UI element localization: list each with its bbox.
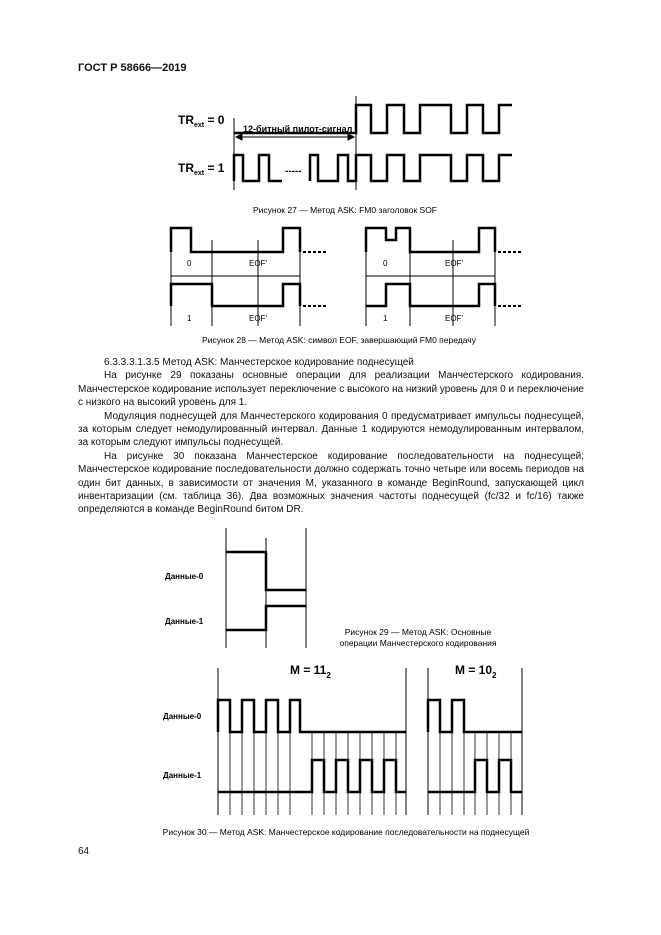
section-heading: 6.3.3.3.1.3.5 Метод ASK: Манчестерское кодирование поднесущей <box>104 357 414 368</box>
fig28-left-one: 1 <box>187 314 192 323</box>
page-number: 64 <box>78 846 90 857</box>
fig29-caption-line1: Рисунок 29 — Метод ASK: Основные <box>344 627 492 637</box>
fig27-tr1-label: $TR_{ext} = 1$ <box>178 161 225 177</box>
fig30-caption: Рисунок 30 — Метод ASK: Манчестерское кодирование последовательности на поднесущей <box>162 827 530 837</box>
fig30-m11-label: $M = 11_2$ <box>290 663 331 680</box>
fig30-data1-label: Данные-1 <box>163 771 202 780</box>
fig28-right-zero: 0 <box>383 259 388 268</box>
fig28-left-eof-top: EOF' <box>249 259 267 268</box>
fig30-data0-label: Данные-0 <box>163 712 202 721</box>
fig27-tr0-label: $TR_{ext} = 0$ <box>178 113 225 129</box>
fig29-data0-label: Данные-0 <box>165 572 204 581</box>
paragraph-3: На рисунке 30 показана Манчестерское кодирование последовательности на поднесущей; Манчестерское кодирование последовательности должно содержать точно четыре или восемь периодов на один бит данных, в зависимости от значения M, указанного в команде BeginRound, запускающей цикл инвентаризации (см. таблица 36). Два возможных значения частоты поднесущей (fc/32 и fc/16) также определяются в команде BeginRound битом DR. <box>78 450 584 516</box>
fig28-caption: Рисунок 28 — Метод ASK: символ EOF, завершающий FM0 передачу <box>202 335 476 345</box>
fig27-pilot-label: 12-битный пилот-сигнал <box>243 124 353 134</box>
fig28-left-eof-bottom: EOF' <box>249 314 267 323</box>
fig30-m10-label: $M = 10_2$ <box>455 663 497 680</box>
fig29-caption-line2: операции Манчестерского кодирования <box>339 638 497 648</box>
fig28-right-eof-top: EOF' <box>445 259 463 268</box>
section-text <box>78 356 584 517</box>
paragraph-2: Модуляция поднесущей для Манчестерского кодирования 0 предусматривает импульсы поднесущей, за которым следует немодулированный интервал. Данные 1 кодируются немодулированным интервалом, за которым следуют импульсы поднесущей. <box>78 410 584 449</box>
fig29-data1-label: Данные-1 <box>165 617 204 626</box>
fig28-left-zero: 0 <box>187 259 192 268</box>
fig28-right-one: 1 <box>383 314 388 323</box>
paragraph-1: На рисунке 29 показаны основные операции для реализации Манчестерского кодирования. Манчестерское кодирование использует переключение с высокого на низкий уровень для 0 и переключение с низкого на высокий уровень для 1. <box>78 370 584 409</box>
fig27-caption: Рисунок 27 — Метод ASK: FM0 заголовок SOF <box>252 205 438 215</box>
document-header: ГОСТ Р 58666—2019 <box>78 62 187 74</box>
fig27-dots: ----- <box>285 166 302 177</box>
fig28-right-eof-bottom: EOF' <box>445 314 463 323</box>
